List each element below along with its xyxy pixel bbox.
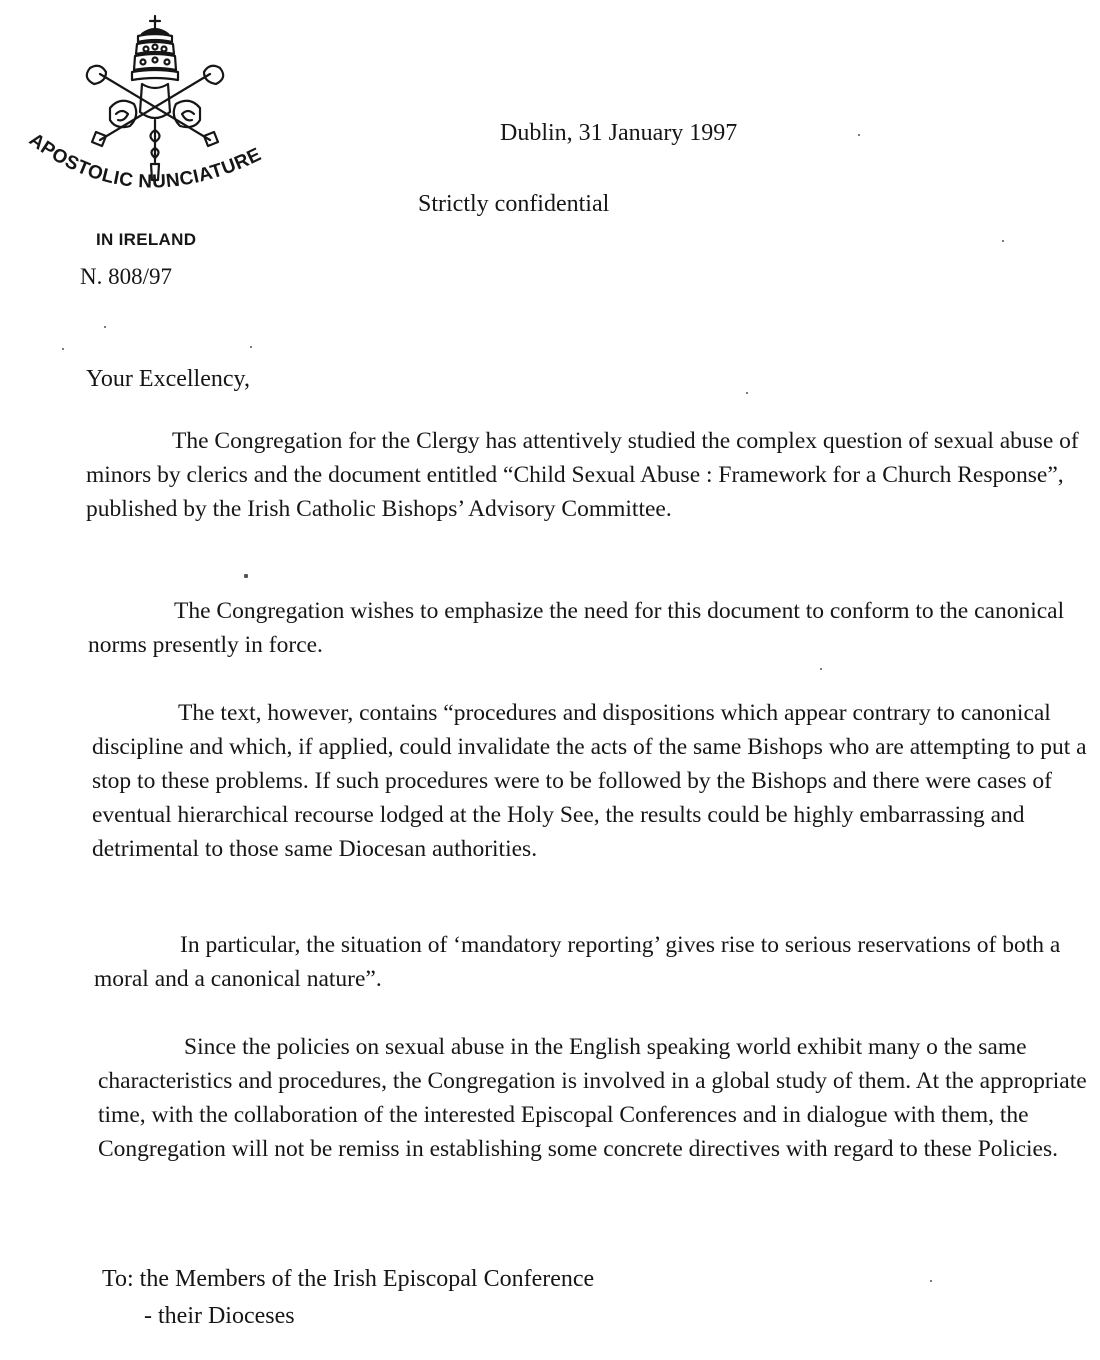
nunciature-arc-text <box>20 130 300 240</box>
scan-speck <box>62 348 64 350</box>
scan-speck <box>250 346 252 348</box>
recipient-line: To: the Members of the Irish Episcopal Conference <box>102 1266 595 1292</box>
scan-speck <box>930 1280 932 1282</box>
scan-speck <box>244 574 248 578</box>
svg-text:APOSTOLIC NUNCIATURE: APOSTOLIC NUNCIATURE <box>25 129 265 193</box>
scan-speck <box>820 668 822 670</box>
nunciature-location: IN IRELAND <box>96 230 197 249</box>
body-paragraph-3: The text, however, contains “procedures and dispositions which appear contrary to canonical discipline and which, if applied, could invalidate the acts of the same Bishops who are attempting to put a stop to these problems. If such procedures were to be followed by the Bishops and there were cases of eventual hierarchical recourse lodged at the Holy See, the results could be highly embarrassing and detrimental to those same Diocesan authorities. <box>92 700 1087 862</box>
scan-speck <box>104 326 106 328</box>
scan-speck <box>1002 240 1004 242</box>
body-paragraph-1: The Congregation for the Clergy has attentively studied the complex question of sexual abuse of minors by clerics and the document entitled “Child Sexual Abuse : Framework for a Church Response”, published by the Irish Catholic Bishops’ Advisory Committee. <box>86 428 1079 522</box>
body-paragraph-2: The Congregation wishes to emphasize the need for this document to conform to the canonical norms presently in force. <box>88 598 1065 658</box>
salutation: Your Excellency, <box>86 366 250 392</box>
date-line: Dublin, 31 January 1997 <box>500 120 738 146</box>
confidentiality-label: Strictly confidential <box>418 191 610 217</box>
body-paragraph-5: Since the policies on sexual abuse in the English speaking world exhibit many o the same characteristics and procedures, the Congregation is involved in a global study of them. At the appropriate time, with the collaboration of the interested Episcopal Conferences and in dialogue with them, the Congregation will not be remiss in establishing some concrete directives with regard to these Policies. <box>98 1034 1087 1162</box>
scan-speck <box>858 134 860 136</box>
scan-speck <box>746 392 748 394</box>
body-paragraph-4: In particular, the situation of ‘mandatory reporting’ gives rise to serious reservations of both a moral and a canonical nature”. <box>94 932 1061 992</box>
reference-number: N. 808/97 <box>80 264 172 289</box>
recipient-subline: - their Dioceses <box>144 1303 295 1329</box>
